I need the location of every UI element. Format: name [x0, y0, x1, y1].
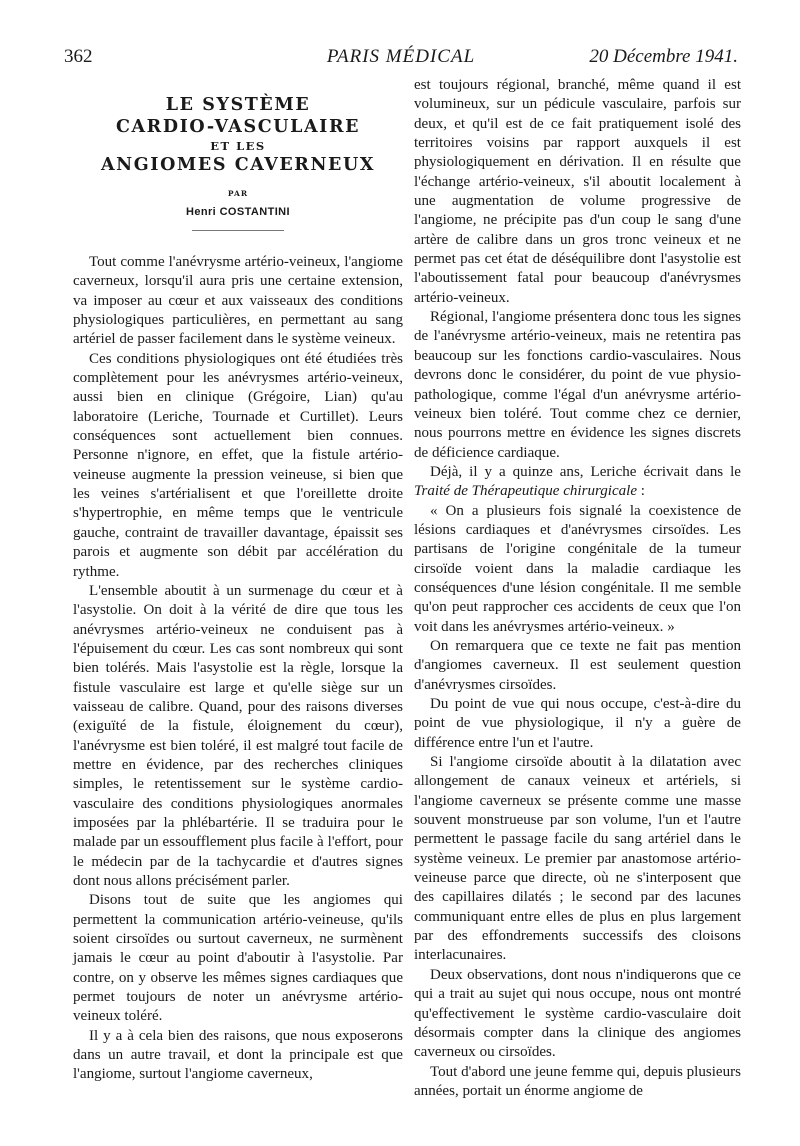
- citation-intro-end: :: [637, 483, 645, 500]
- paragraph: L'ensemble aboutit à un surmenage du cœur et à l'asystolie. On doit à la vérité de dire que tous les anévrysmes artério-veineux ne conduisent pas à l'épuisement du cœur. Les cas sont nombreux qui sont bien tolérés. Mais l'asystolie est la règle, lorsque la fistule vasculaire est large et qu'elle siège sur un vaisseau de calibre. Quand, pour des raisons diverses (exiguïté de la fistule, éloignement du cœur), l'anévrysme est bien toléré, il est malgré tout facile de mettre en évidence, par des recherches cliniques simples, le retentissement sur le système cardio-vasculaire des conditions physiologiques anormales imposées par la phlébartérie. Il se traduira pour le malade par un essoufflement plus facile à l'effort, pour le médecin par de la tachycardie et d'autres signes dont nous allons précisément parler.: [73, 582, 403, 889]
- quotation: « On a plusieurs fois signalé la coexistence de lésions cardiaques et d'anévrysmes cirsoïdes. Les partisans de l'origine congénitale de la tumeur cirsoïde voient dans la maladie cardiaque les conséquences d'une lésion congénitale. Il me semble qu'on peut rapprocher ces accidents de ceux que l'on voit dans les anévrysmes artério-veineux. »: [414, 502, 741, 635]
- left-column: [73, 80, 403, 1085]
- paragraph-citation-intro: [414, 463, 741, 502]
- right-column: [414, 76, 741, 1101]
- article-title: [73, 94, 403, 176]
- paragraph: Tout comme l'anévrysme artério-veineux, l'angiome caverneux, lorsqu'il aura pris une certaine extension, va imposer au cœur et aux vaisseaux des conditions physiologiques particulières, en permettant au sang artériel de passer facilement dans le système veineux.: [73, 254, 403, 348]
- title-line-4: ANGIOMES CAVERNEUX: [100, 155, 376, 175]
- cited-work-title: Traité de Thérapeutique chirurgicale: [414, 483, 638, 500]
- author-divider: [192, 230, 284, 231]
- paragraph: On remarquera que ce texte ne fait pas mention d'angiomes caverneux. Il est seulement question d'anévrysmes cirsoïdes.: [414, 637, 741, 693]
- paragraph: Régional, l'angiome présentera donc tous les signes de l'anévrysme artério-veineux, mais ne retentira pas beaucoup sur les fonctions cardio-vasculaires. Nous devrons donc le considérer, du point de vue physio-pathologique, comme l'égal d'un anévrysme artério-veineux bien toléré. Tout comme chez ce dernier, nous pourrons mettre en évidence les signes discrets de déficience cardiaque.: [414, 309, 741, 461]
- title-line-1: LE SYSTÈME: [165, 95, 311, 115]
- author-name: Henri COSTANTINI: [186, 206, 290, 218]
- paragraph: Si l'angiome cirsoïde aboutit à la dilatation avec allongement de canaux veineux et artériels, si l'angiome caverneux se présente comme une masse souvent monstrueuse par son volume, l'un et l'autre permettent le passage facile du sang artériel dans le système veineux. Le premier par anastomose artério-veineuse parce que directe, où ne s'interposent que des capillaires dilatés ; le second par des lacunes communiquant entre elles de plus en plus largement par des effondrements successifs des cloisons interlacunaires.: [414, 754, 741, 964]
- journal-title: PARIS MÉDICAL: [326, 46, 476, 67]
- paragraph: Il y a à cela bien des raisons, que nous exposerons dans un autre travail, et dont la principale est que l'angiome, surtout l'angiome caverneux,: [73, 1027, 403, 1083]
- citation-intro-text: Déjà, il y a quinze ans, Leriche écrivait dans le: [430, 463, 741, 480]
- title-line-2: CARDIO-VASCULAIRE: [115, 117, 361, 137]
- paragraph: Deux observations, dont nous n'indiquerons que ce qui a trait au sujet qui nous occupe, nous ont montré qu'effectivement le système cardio-vasculaire doit désormais compter dans la clinique des angiomes caverneux ou cirsoïdes.: [414, 966, 741, 1061]
- title-line-3: ET LES: [210, 139, 266, 153]
- paragraph-continued: est toujours régional, branché, même quand il est volumineux, sur un pédicule vasculaire, parfois sur deux, et qu'il est de ce fait pratiquement isolé des territoires voisins par rapport auxquels il est physiologiquement en dérivation. Il en résulte que l'échange artério-veineux, s'il aboutit localement à une augmentation de volume progressive de l'angiome, ne précipite pas d'un coup le sang d'une artère de calibre dans un gros tronc veineux et ne permet pas cet état de déséquilibre dont l'asystolie est l'aboutissement fatal pour beaucoup d'anévrysmes artério-veineux.: [414, 77, 741, 306]
- running-header: [64, 44, 738, 70]
- paragraph: Disons tout de suite que les angiomes qui permettent la communication artério-veineuse, qu'ils soient cirsoïdes ou surtout caverneux, ne surmènent jamais le cœur au point d'aboutir à l'asystolie. Par contre, on y observe les mêmes signes cardiaques que permet toujours de noter un anévrysme artério-veineux toléré.: [73, 892, 403, 1025]
- paragraph: Du point de vue qui nous occupe, c'est-à-dire du point de vue physiologique, il n'y a guère de différence entre l'un et l'autre.: [414, 696, 741, 751]
- paragraph: Tout d'abord une jeune femme qui, depuis plusieurs années, portait un énorme angiome de: [414, 1063, 741, 1099]
- paragraph: Ces conditions physiologiques ont été étudiées très complètement pour les anévrysmes artério-veineux, aussi bien en clinique (Grégoire, Lian) qu'au laboratoire (Leriche, Tournade et Curtillet). Leurs conséquences sont actuellement bien connues. Personne n'ignore, en effet, que la fistule artério-veineuse augmente la pression veineuse, si bien que les veines s'artérialisent et que l'oreillette droite s'hypertrophie, en même temps que le ventricule gauche, contraint de travailler davantage, épaissit ses parois et augmente son débit par accélération du rythme.: [73, 350, 403, 580]
- issue-date: 20 Décembre 1941.: [589, 46, 738, 67]
- page-number: 362: [64, 46, 93, 67]
- byline-par: PAR: [227, 189, 249, 198]
